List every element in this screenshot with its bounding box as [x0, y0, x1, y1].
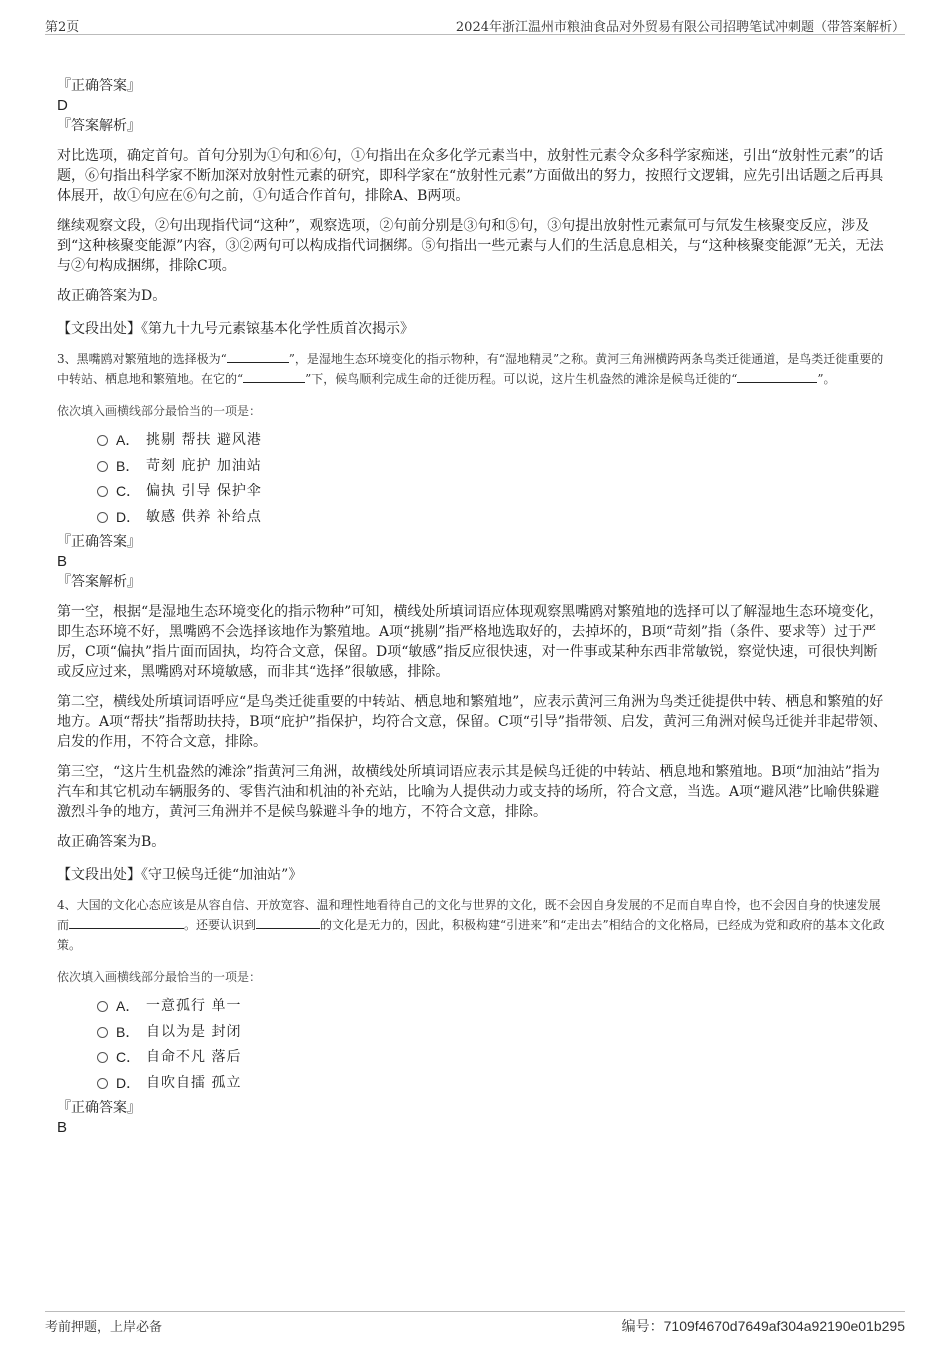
option-a[interactable]: A． 一意孤行 单一	[57, 996, 891, 1022]
radio-icon[interactable]	[97, 1027, 108, 1038]
document-title: 2024年浙江温州市粮油食品对外贸易有限公司招聘笔试冲刺题（带答案解析）	[455, 20, 905, 35]
radio-icon[interactable]	[97, 1052, 108, 1063]
option-a[interactable]: A． 挑剔 帮扶 避风港	[57, 430, 891, 456]
document-code: 编号：7109f4670d7649af304a92190e01b295	[621, 1318, 905, 1334]
option-d[interactable]: D． 自吹自擂 孤立	[57, 1073, 891, 1099]
radio-icon[interactable]	[97, 486, 108, 497]
correct-answer-label: 『正确答案』	[57, 78, 141, 94]
option-c[interactable]: C． 偏执 引导 保护伞	[57, 481, 891, 507]
source-citation: 【文段出处】《第九十九号元素锿基本化学性质首次揭示》	[57, 321, 414, 337]
analysis-label: 『答案解析』	[57, 574, 141, 590]
analysis-label: 『答案解析』	[57, 118, 141, 134]
option-list	[57, 996, 891, 1098]
analysis-paragraph: 第二空，横线处所填词语呼应“是鸟类迁徙重要的中转站、栖息地和繁殖地”，应表示黄河三角洲为鸟类迁徙提供中转、栖息和繁殖的好地方。A项“帮扶”指帮助扶持，B项“庇护”指保护，均符合文意，保留。C项“引导”指带领、启发，黄河三角洲对候鸟迁徙并非起带领、启发的作用，不符合文意，排除。	[57, 694, 888, 750]
instruction-text: 依次填入画横线部分最恰当的一项是：	[57, 404, 262, 418]
correct-answer-value: B	[57, 1119, 68, 1136]
radio-icon[interactable]	[97, 512, 108, 523]
radio-icon[interactable]	[97, 1001, 108, 1012]
fill-blank	[256, 916, 320, 929]
analysis-paragraph: 第一空，根据“是湿地生态环境变化的指示物种”可知，横线处所填词语应体现观察黑嘴鸥对繁殖地的选择可以了解湿地生态环境变化，即生态环境不好，黑嘴鸥不会选择该地作为繁殖地。A项“挑剔”指严格地选取好的，去掉坏的，B项“苛刻”指（条件、要求等）过于严厉，C项“偏执”指片面而固执，均符合文意，保留。D项“敏感”指反应很快速，对一件事或某种东西非常敏锐，察觉快速，可很快判断或反应过来，黑嘴鸥对环境敏感，而非其“选择”很敏感，排除。	[57, 604, 884, 680]
footer-motto: 考前押题，上岸必备	[45, 1320, 163, 1335]
analysis-paragraph: 故正确答案为D。	[57, 288, 167, 304]
source-citation: 【文段出处】《守卫候鸟迁徙“加油站”》	[57, 867, 303, 883]
instruction-text: 依次填入画横线部分最恰当的一项是：	[57, 970, 262, 984]
fill-blank	[737, 370, 817, 383]
option-d[interactable]: D． 敏感 供养 补给点	[57, 507, 891, 533]
radio-icon[interactable]	[97, 1078, 108, 1089]
correct-answer-value: D	[57, 97, 68, 114]
analysis-paragraph: 故正确答案为B。	[57, 834, 166, 850]
correct-answer-label: 『正确答案』	[57, 534, 141, 550]
analysis-paragraph: 对比选项，确定首句。首句分别为①句和⑥句，①句指出在众多化学元素当中，放射性元素令众多科学家痴迷，引出“放射性元素”的话题，⑥句指出科学家不断加深对放射性元素的研究，即科学家在“放射性元素”方面做出的努力，按照行文逻辑，应先引出话题之后再具体展开，故①句应在⑥句之前，①句适合作首句，排除A、B两项。	[57, 148, 884, 204]
page-header	[45, 14, 905, 35]
option-b[interactable]: B． 苛刻 庇护 加油站	[57, 456, 891, 482]
fill-blank	[243, 370, 305, 383]
main-content	[57, 76, 891, 1138]
page-footer	[45, 1311, 905, 1336]
question-text: 3、黑嘴鸥对繁殖地的选择极为“ ”，是湿地生态环境变化的指示物种，有“湿地精灵”之称。黄河三角洲横跨两条鸟类迁徙通道，是鸟类迁徙重要的中转站、栖息地和繁殖地。在它的“ ”下，候鸟顺利完成生命的迁徙历程。可以说，这片生机盎然的滩涂是候鸟迁徙的“ ”。	[57, 352, 884, 386]
correct-answer-label: 『正确答案』	[57, 1100, 141, 1116]
radio-icon[interactable]	[97, 461, 108, 472]
option-b[interactable]: B． 自以为是 封闭	[57, 1022, 891, 1048]
fill-blank	[69, 916, 184, 929]
analysis-paragraph: 继续观察文段，②句出现指代词“这种”，观察选项，②句前分别是③句和⑤句，③句提出放射性元素氚可与氘发生核聚变反应，涉及到“这种核聚变能源”内容，③②两句可以构成指代词捆绑。⑤句指出一些元素与人们的生活息息相关，与“这种核聚变能源”无关，无法与②句构成捆绑，排除C项。	[57, 218, 884, 274]
analysis-paragraph: 第三空，“这片生机盎然的滩涂”指黄河三角洲，故横线处所填词语应表示其是候鸟迁徙的中转站、栖息地和繁殖地。B项“加油站”指为汽车和其它机动车辆服务的、零售汽油和机油的补充站，比喻为人提供动力或支持的场所，符合文意，当选。A项“避风港”比喻供躲避激烈斗争的地方，黄河三角洲并不是候鸟躲避斗争的地方，不符合文意，排除。	[57, 764, 880, 820]
option-c[interactable]: C． 自命不凡 落后	[57, 1047, 891, 1073]
question-text: 4、大国的文化心态应该是从容自信、开放宽容、温和理性地看待自己的文化与世界的文化，既不会因自身发展的不足而自卑自怜，也不会因自身的快速发展而 。还要认识到 的文化是无力的，因此，积极构建“引进来”和“走出去”相结合的文化格局，已经成为党和政府的基本文化政策。	[57, 898, 885, 952]
radio-icon[interactable]	[97, 435, 108, 446]
correct-answer-value: B	[57, 553, 68, 570]
page-number: 第2页	[45, 20, 80, 35]
option-list	[57, 430, 891, 532]
fill-blank	[227, 350, 289, 363]
